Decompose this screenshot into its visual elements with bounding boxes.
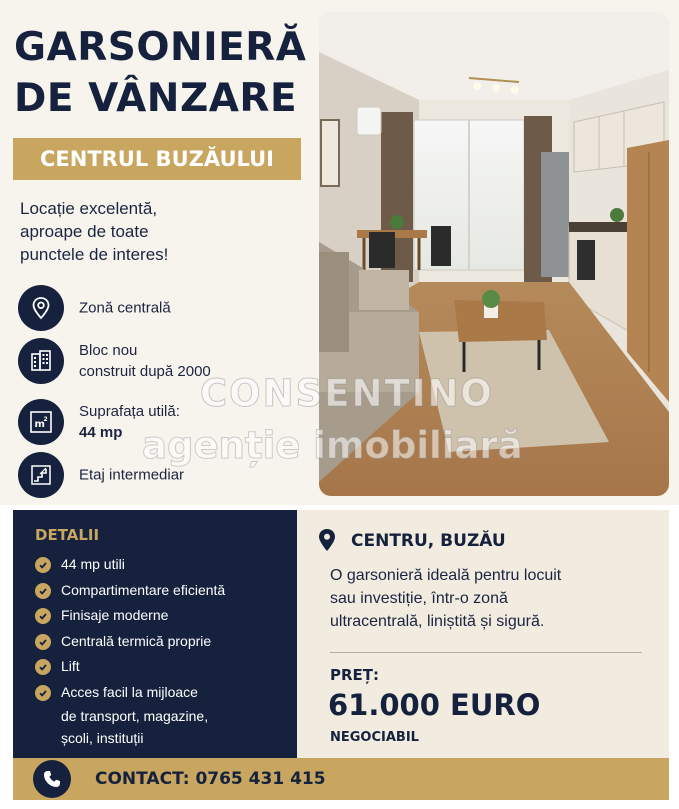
feature-central-zone bbox=[18, 285, 308, 331]
list-item bbox=[35, 578, 293, 604]
check-icon bbox=[35, 608, 51, 624]
info-panel bbox=[297, 510, 669, 758]
location-label: CENTRU, BUZĂU bbox=[351, 531, 506, 551]
title-line-1: GARSONIERĂ bbox=[14, 25, 307, 70]
description-line-2: sau investiție, într-o zonă bbox=[330, 590, 508, 607]
check-icon bbox=[35, 557, 51, 573]
details-panel bbox=[13, 510, 297, 758]
tagline-line-2: aproape de toate bbox=[20, 222, 149, 241]
tagline bbox=[20, 197, 300, 266]
map-pin-icon bbox=[317, 528, 337, 557]
list-item-label-line-3: școli, instituții bbox=[61, 730, 144, 746]
price-negotiable-note: NEGOCIABIL bbox=[330, 730, 419, 745]
page-title bbox=[14, 22, 314, 124]
feature-floor bbox=[18, 452, 308, 498]
watermark-subtitle: agenție imobiliară bbox=[142, 424, 523, 467]
list-item-label: 44 mp utili bbox=[61, 556, 125, 572]
feature-sublabel: construit după 2000 bbox=[79, 363, 211, 380]
list-item-label-line-2: de transport, magazine, bbox=[61, 708, 209, 724]
tagline-line-3: punctele de interes! bbox=[20, 245, 169, 264]
feature-area bbox=[18, 399, 308, 445]
feature-value: 44 mp bbox=[79, 424, 123, 441]
description-line-3: ultracentrală, liniștită și sigură. bbox=[330, 613, 545, 630]
svg-text:2: 2 bbox=[43, 416, 48, 423]
svg-text:m: m bbox=[34, 419, 45, 430]
check-icon bbox=[35, 685, 51, 701]
list-item-label: Compartimentare eficientă bbox=[61, 581, 226, 598]
location-banner: CENTRUL BUZĂULUI bbox=[13, 138, 301, 180]
list-item-label: Centrală termică proprie bbox=[61, 632, 212, 649]
feature-text bbox=[79, 465, 299, 486]
details-list bbox=[35, 552, 293, 749]
feature-label: Bloc nou bbox=[79, 342, 138, 359]
property-description bbox=[330, 564, 660, 633]
feature-new-building bbox=[18, 338, 308, 384]
price-label: PREȚ: bbox=[330, 666, 380, 684]
feature-text bbox=[79, 401, 299, 443]
apartment-interior-photo bbox=[319, 12, 669, 496]
price-value: 61.000 EURO bbox=[328, 688, 541, 722]
title-line-2: DE VÂNZARE bbox=[14, 76, 298, 121]
building-icon bbox=[18, 338, 64, 384]
list-item bbox=[35, 654, 293, 680]
description-line-1: O garsonieră ideală pentru locuit bbox=[330, 567, 562, 584]
feature-text bbox=[79, 340, 299, 382]
feature-text bbox=[79, 298, 299, 319]
list-item-label: Finisaje moderne bbox=[61, 607, 169, 623]
feature-label: Etaj intermediar bbox=[79, 466, 185, 484]
check-icon bbox=[35, 659, 51, 675]
location-pin-icon bbox=[18, 285, 64, 331]
area-m2-icon bbox=[18, 399, 64, 445]
divider bbox=[330, 652, 642, 653]
check-icon bbox=[35, 583, 51, 599]
phone-icon[interactable] bbox=[33, 760, 71, 798]
watermark-brand: CONSENTINO bbox=[200, 372, 494, 415]
tagline-line-1: Locație excelentă, bbox=[20, 199, 158, 218]
list-item bbox=[35, 552, 293, 578]
list-item bbox=[35, 603, 293, 629]
list-item bbox=[35, 629, 293, 655]
feature-label: Suprafața utilă: bbox=[79, 403, 180, 420]
list-item-label: Lift bbox=[61, 658, 80, 674]
contact-phone-text[interactable]: CONTACT: 0765 431 415 bbox=[95, 769, 326, 789]
details-heading: DETALII bbox=[35, 526, 100, 544]
list-item-label: Acces facil la mijloace bbox=[61, 683, 198, 700]
check-icon bbox=[35, 634, 51, 650]
list-item bbox=[35, 680, 293, 750]
contact-bar[interactable] bbox=[13, 758, 669, 800]
stairs-icon bbox=[18, 452, 64, 498]
feature-label: Zonă centrală bbox=[79, 299, 171, 317]
